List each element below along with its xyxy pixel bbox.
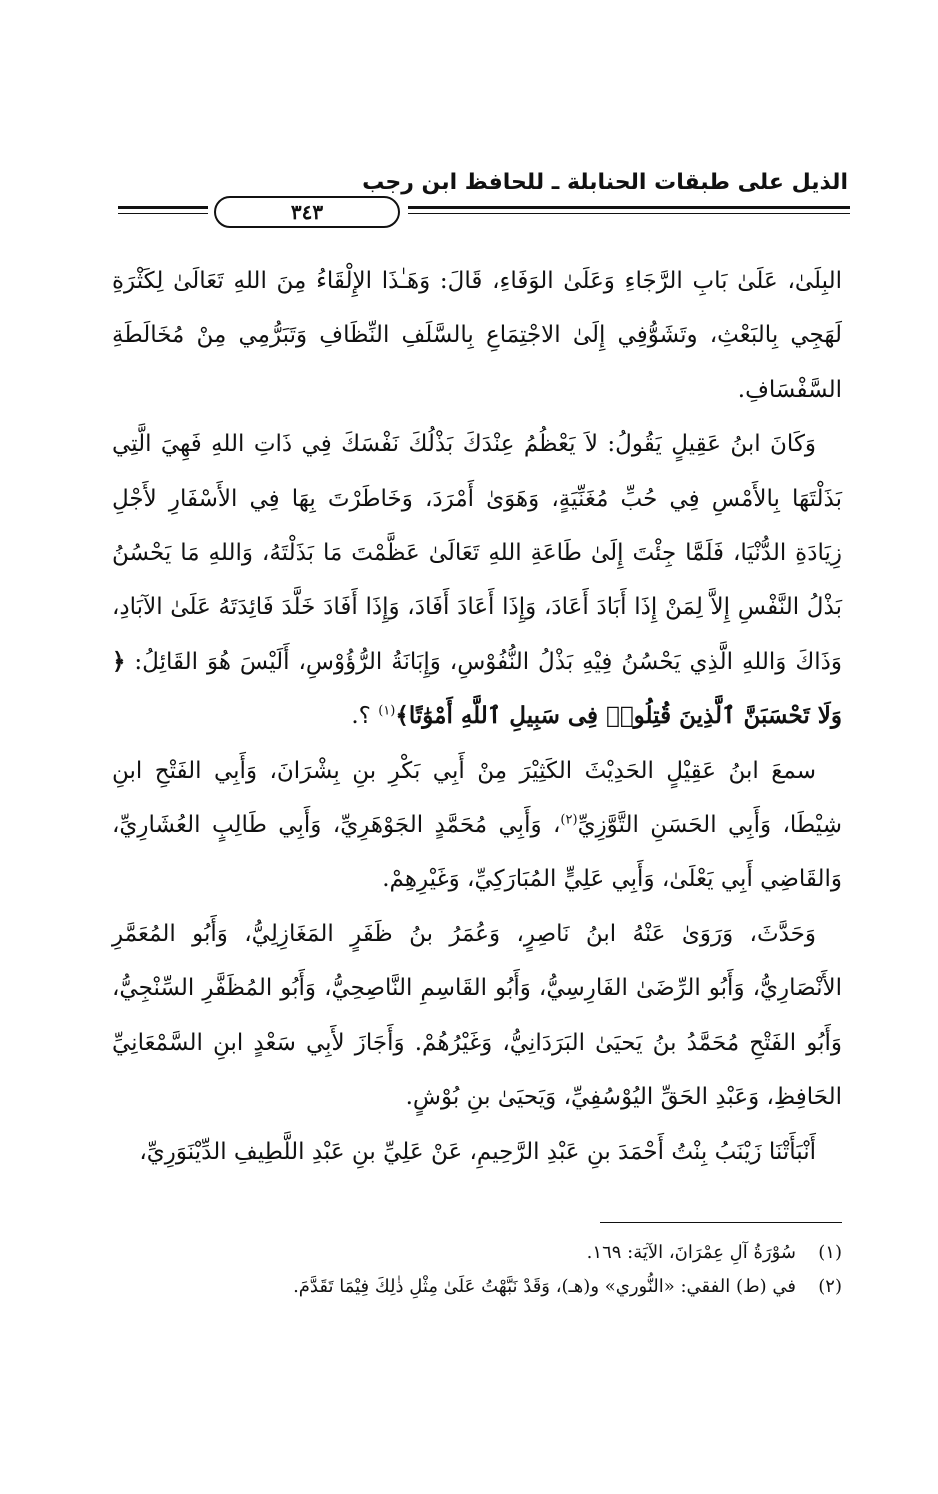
footnote-text: في (ط) الفقي: «النُّوري» و(هـ)، وَقَدْ نَبَّهْتُ عَلَىٰ مِثْلِ ذٰلِكَ فِيْمَا تَقَدَّمَ. (293, 1276, 796, 1297)
footnote-separator (600, 1222, 842, 1223)
footnote-ref-2: (٢) (560, 812, 578, 828)
paragraph-3 (112, 744, 842, 907)
paragraph-2 (112, 417, 842, 743)
header-rule-left-thick (118, 206, 208, 209)
paragraph-1 (112, 254, 842, 417)
paragraph-text-end: ؟. (351, 703, 371, 730)
footnote-number: (٢) (818, 1276, 842, 1297)
paragraph-4 (112, 907, 842, 1125)
main-text (112, 254, 842, 1179)
running-title: الذيل على طبقات الحنابلة ـ للحافظ ابن رجب (362, 170, 848, 195)
paragraph-text: وَحَدَّثَ، وَرَوَىٰ عَنْهُ ابنُ نَاصِرٍ، وَعُمَرُ بنُ ظَفَرٍ المَغَازِلِيُّ، وَأَبُو المُعَمَّرِ الأَنْصَارِيُّ، وَأَبُو الرِّضَىٰ الفَارِسِيُّ، وَأَبُو القَاسِمِ النَّاصِحِيُّ، وَأَبُو المُظَفَّرِ السِّنْجِيُّ، وَأَبُو الفَتْحِ مُحَمَّدُ بنُ يَحيَىٰ البَرَدَانِيُّ، وَغَيْرُهُمْ. وَأَجَازَ لأَبِي سَعْدٍ ابنِ السَّمْعَانِيِّ الحَافِظِ، وَعَبْدِ الحَقِّ اليُوْسُفِيِّ، وَيَحيَىٰ بنِ بُوْشٍ. (112, 920, 842, 1111)
header-rule-left-thin (118, 213, 208, 214)
paragraph-text: أَنْبَأَتْنَا زَيْنَبُ بِنْتُ أَحْمَدَ بنِ عَبْدِ الرَّحِيمِ، عَنْ عَلِيِّ بنِ عَبْدِ اللَّطِيفِ الدِّيْنَوَرِيِّ، (139, 1138, 816, 1165)
paragraph-text: البِلَىٰ، عَلَىٰ بَابِ الرَّجَاءِ وَعَلَىٰ الوَفَاءِ، قَالَ: وَهَـٰذَا الإِلْقَاءُ مِنَ اللهِ تَعَالَىٰ لِكَثْرَةِ لَهَجِي بِالبَعْثِ، وتَشَوُّفِي إِلَىٰ الاجْتِمَاعِ بِالسَّلَفِ النِّظَافِ وَتَبَرُّمِي مِنْ مُخَالَطَةِ السَّفْسَافِ. (112, 268, 842, 403)
header-rule-right-thick (408, 206, 850, 209)
footnote-2 (112, 1270, 842, 1304)
footnotes (112, 1236, 842, 1304)
footnote-1 (112, 1236, 842, 1270)
paragraph-text: وَكَانَ ابنُ عَقِيلٍ يَقُولُ: لاَ يَعْظُمُ عِنْدَكَ بَذْلُكَ نَفْسَكَ فِي ذَاتِ اللهِ فَهِيَ الَّتِي بَذَلْتَهَا بِالأَمْسِ فِي حُبِّ مُغَنِّيَةٍ، وَهَوَىٰ أَمْرَدَ، وَخَاطَرْتَ بِهَا فِي الأَسْفَارِ لأَجْلِ زِيَادَةِ الدُّنْيَا، فَلَمَّا جِئْتَ إِلَىٰ طَاعَةِ اللهِ تَعَالَىٰ عَظَّمْتَ مَا بَذَلْتَهُ، وَاللهِ مَا يَحْسُنُ بَذْلُ النَّفْسِ إِلاَّ لِمَنْ إِذَا أَبَادَ أَعَادَ، وَإِذَا أَعَادَ أَفَادَ، وَإِذَا أَفَادَ خَلَّدَ فَائِدَتَهُ عَلَىٰ الآبَادِ، وَذَاكَ وَاللهِ الَّذِي يَحْسُنُ فِيْهِ بَذْلُ النُّفُوْسِ، وَإِبَانَةُ الرُّؤُوْسِ، أَلَيْسَ هُوَ القَائِلُ: (112, 431, 843, 675)
footnote-ref-1: (١) (378, 703, 396, 719)
header-rule-right-thin (408, 213, 850, 214)
page-number: ٣٤٣ (214, 196, 400, 228)
paragraph-text-end: ، وَأَبِي مُحَمَّدٍ الجَوْهَرِيِّ، وَأَبِي طَالِبٍ العُشَارِيِّ، وَالقَاضِي أَبِي يَعْلَىٰ، وَأَبِي عَلِيٍّ المُبَارَكِيِّ، وَغَيْرِهِمْ. (112, 812, 842, 893)
header-rule (118, 196, 850, 232)
footnote-text: سُوْرَةُ آلِ عِمْرَانَ، الآيَة: ١٦٩. (586, 1242, 796, 1263)
paragraph-5 (112, 1125, 842, 1179)
quran-verse: ﴿ وَلَا تَحْسَبَنَّ ٱلَّذِينَ قُتِلُوا۟ فِى سَبِيلِ ٱللَّهِ أَمْوَٰتًا﴾ (112, 647, 842, 730)
paragraph-text: سمعَ ابنُ عَقِيْلٍ الحَدِيْثَ الكَثِيْرَ مِنْ أَبِي بَكْرِ بنِ بِشْرَانَ، وَأَبِي الفَتْحِ ابنِ شِيْطَا، وَأَبِي الحَسَنِ التَّوَّزِيِّ (112, 757, 842, 839)
footnote-number: (١) (818, 1242, 842, 1263)
